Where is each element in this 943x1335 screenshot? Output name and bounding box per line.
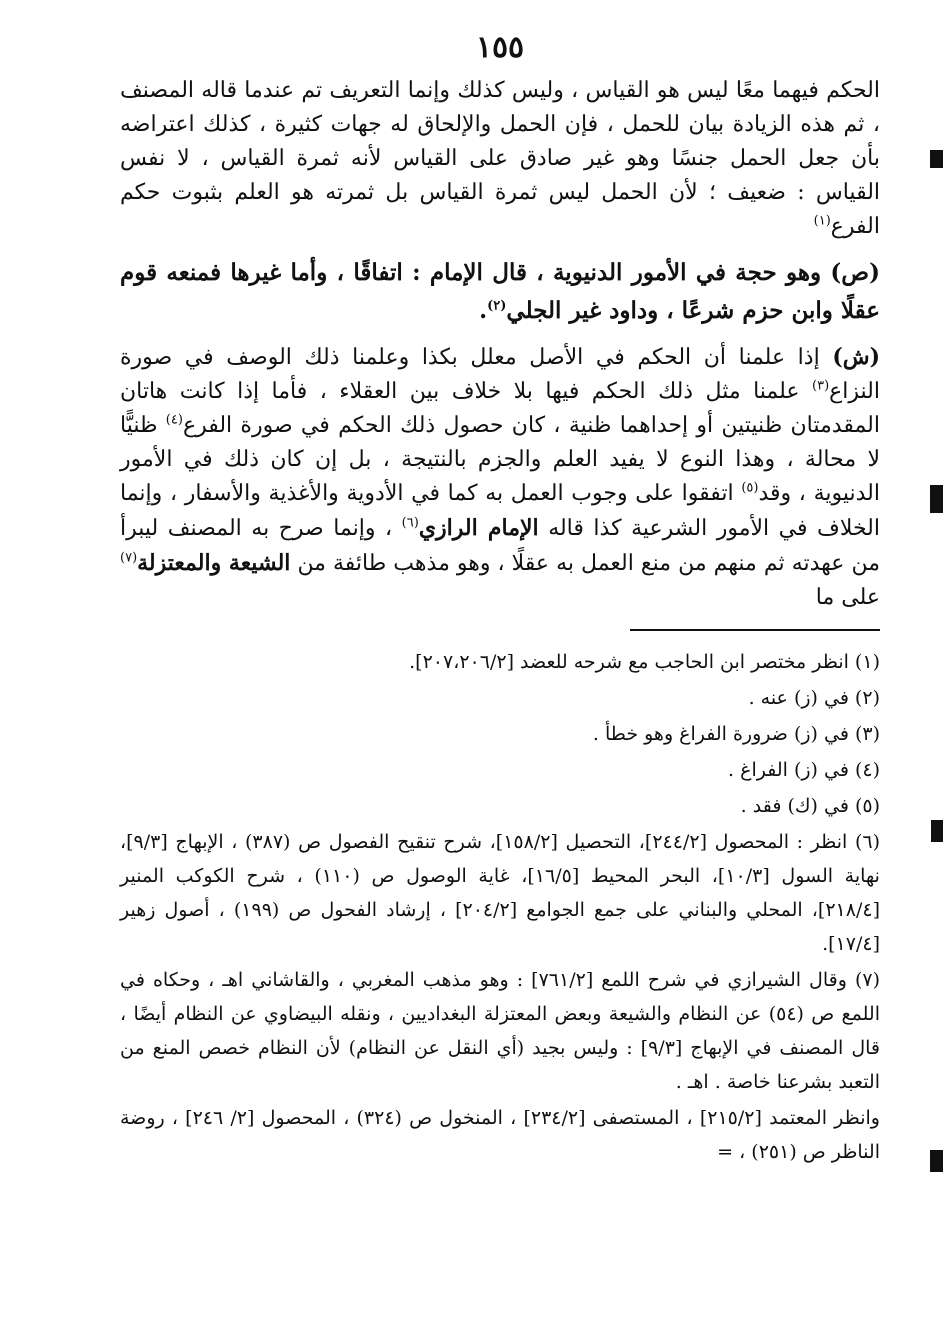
footnote-5: (٥) في (ك) فقد . bbox=[740, 795, 880, 817]
text-segment: إذا علمنا أن الحكم في الأصل معلل بكذا وعلمنا ذلك الوصف في صورة النزاع bbox=[120, 345, 880, 404]
text-segment: اتفقوا على وجوب العمل به كما في الأدوية والأغذية والأسفار ، وإنما الخلاف في الأمور الشرعية كذا قاله bbox=[120, 481, 880, 541]
paragraph-sharh bbox=[120, 340, 880, 615]
text-segment: علمنا مثل ذلك الحكم فيها بلا خلاف بين العقلاء ، فأما إذا كانت هاتان المقدمتان ظنيتين أو إحداهما ظنية ، كان حصول ذلك الحكم في صورة الفرع bbox=[120, 379, 880, 438]
footnote-1: (١) انظر مختصر ابن الحاجب مع شرحه للعضد [٢٠٧،٢٠٦/٢]. bbox=[409, 651, 880, 673]
footnote-2: (٢) في (ز) عنه . bbox=[748, 687, 880, 709]
footnote-7: (٧) وقال الشيرازي في شرح اللمع [٧٦١/٢] : وهو مذهب المغربي ، والقاشاني اهـ ، وحكاه في اللمع ص (٥٤) عن النظام والشيعة وبعض المعتزلة البغداديين ، ونقله البيضاوي عن النظام أيضًا ، قال المصنف في الإبهاج [٩/٣] : وليس بجيد (أي النقل عن النظام) لأن النظام خصص المنع من التعبد بشرعنا خاصة . اهـ . bbox=[120, 969, 881, 1093]
highlighted-name: الشيعة والمعتزلة bbox=[137, 550, 291, 576]
footnote-ref[interactable]: (٦) bbox=[401, 515, 419, 531]
footnote-ref[interactable]: (٥) bbox=[741, 480, 759, 496]
text-line: ثم هذه الزيادة بيان للحمل ، فإن الحمل والإلحاق له جهات كثيرة ، كذلك اعتراضه bbox=[120, 112, 865, 137]
footnotes bbox=[120, 645, 880, 1169]
sharh-marker: (ش) bbox=[832, 344, 881, 370]
footnote-7-continued: وانظر المعتمد [٢١٥/٢] ، المستصفى [٢٣٤/٢] ، المنخول ص (٣٢٤) ، المحصول [٢/ ٢٤٦] ، روضة الناظر ص (٢٥١) ، = bbox=[120, 1107, 880, 1163]
footnote-ref[interactable]: (٢) bbox=[487, 298, 507, 314]
paragraph-matn bbox=[120, 254, 880, 330]
footnote-4: (٤) في (ز) الفراغ . bbox=[728, 759, 880, 781]
text-line: بأن جعل الحمل جنسًا وهو غير صادق على القياس لأنه ثمرة القياس ، لا نفس القياس : bbox=[120, 146, 881, 205]
scan-edge-mark bbox=[930, 1150, 943, 1172]
period: . bbox=[479, 297, 488, 324]
highlighted-name: الإمام الرازي bbox=[418, 515, 539, 541]
book-page bbox=[120, 30, 880, 1171]
text-segment: على ما bbox=[815, 585, 880, 610]
text-segment: ، وإنما صرح به المصنف ليبرأ من عهدته ثم منهم من منع العمل به عقلًا ، وهو مذهب طائفة من bbox=[120, 516, 880, 576]
footnote-ref[interactable]: (١) bbox=[813, 213, 831, 229]
footnote-ref[interactable]: (٣) bbox=[812, 378, 830, 394]
footnote-3: (٣) في (ز) ضرورة الفراغ وهو خطأ . bbox=[592, 723, 880, 745]
footnote-divider bbox=[630, 629, 880, 631]
footnote-ref[interactable]: (٧) bbox=[120, 550, 138, 566]
page-number: ١٥٥ bbox=[475, 30, 525, 65]
text-line: الحكم فيهما معًا ليس هو القياس ، وليس كذلك وإنما التعريف تم عندما قاله المصنف ، bbox=[120, 78, 880, 137]
matn-text: وهو حجة في الأمور الدنيوية ، قال الإمام : اتفاقًا ، وأما غيرها فمنعه قوم عقلًا وابن حزم شرعًا ، وداود غير الجلي bbox=[120, 259, 880, 324]
scan-edge-mark bbox=[931, 820, 943, 842]
text-segment: ظنيًّا لا محالة ، وهذا النوع لا يفيد العلم والجزم بالنتيجة ، بل إن كان ذلك في الأمور الدنيوية ، وقد bbox=[120, 413, 880, 506]
footnote-6: (٦) انظر : المحصول [٢٤٤/٢]، التحصيل [١٥٨/٢]، شرح تنقيح الفصول ص (٣٨٧) ، الإبهاج [٩/٣]، نهاية السول [١٠/٣]، البحر المحيط [١٦/٥]، غاية الوصول ص (١١٠) ، شرح الكوكب المنير [٢١٨/٤]، المحلي والبناني على جمع الجوامع [٢٠٤/٢] ، إرشاد الفحول ص (١٩٩) ، أصول زهير [١٧/٤]. bbox=[120, 831, 880, 955]
footnote-ref[interactable]: (٤) bbox=[165, 412, 183, 428]
text-line: ضعيف ؛ لأن الحمل ليس ثمرة القياس بل ثمرته هو العلم بثبوت حكم الفرع bbox=[120, 180, 880, 239]
matn-marker: (ص) bbox=[830, 259, 880, 286]
scan-edge-mark bbox=[930, 150, 943, 168]
paragraph-commentary-continued bbox=[120, 74, 880, 244]
scan-edge-mark bbox=[930, 485, 943, 513]
